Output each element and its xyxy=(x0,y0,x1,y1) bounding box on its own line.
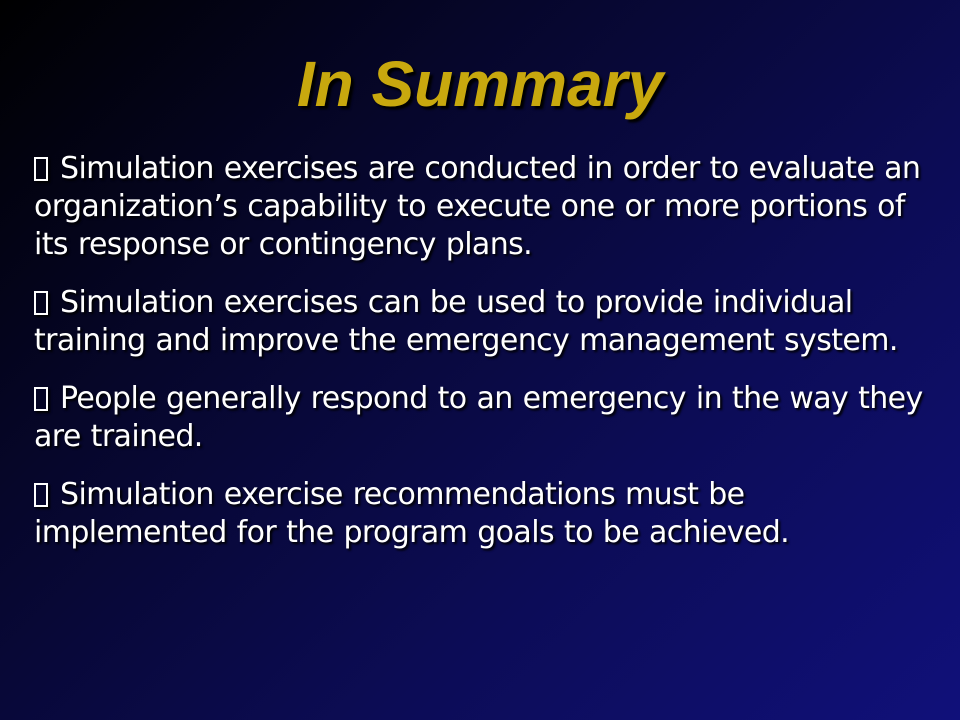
bullet-item xyxy=(34,150,934,264)
bullet-list xyxy=(34,150,934,572)
bullet-text: Simulation exercises can be used to provide individual training and improve the emergency management system. xyxy=(34,285,898,358)
missing-glyph-box-icon xyxy=(34,157,48,181)
missing-glyph-box-icon xyxy=(34,483,48,507)
bullet-item xyxy=(34,284,934,360)
bullet-text: Simulation exercises are conducted in order to evaluate an organization’s capability to execute one or more portions of its response or contingency plans. xyxy=(34,151,921,262)
missing-glyph-box-icon xyxy=(34,387,48,411)
bullet-item xyxy=(34,380,934,456)
slide-title: In Summary xyxy=(296,48,664,120)
bullet-text: Simulation exercise recommendations must be implemented for the program goals to be achieved. xyxy=(34,477,790,550)
bullet-text: People generally respond to an emergency in the way they are trained. xyxy=(34,381,923,454)
missing-glyph-box-icon xyxy=(34,291,48,315)
bullet-item xyxy=(34,476,934,552)
